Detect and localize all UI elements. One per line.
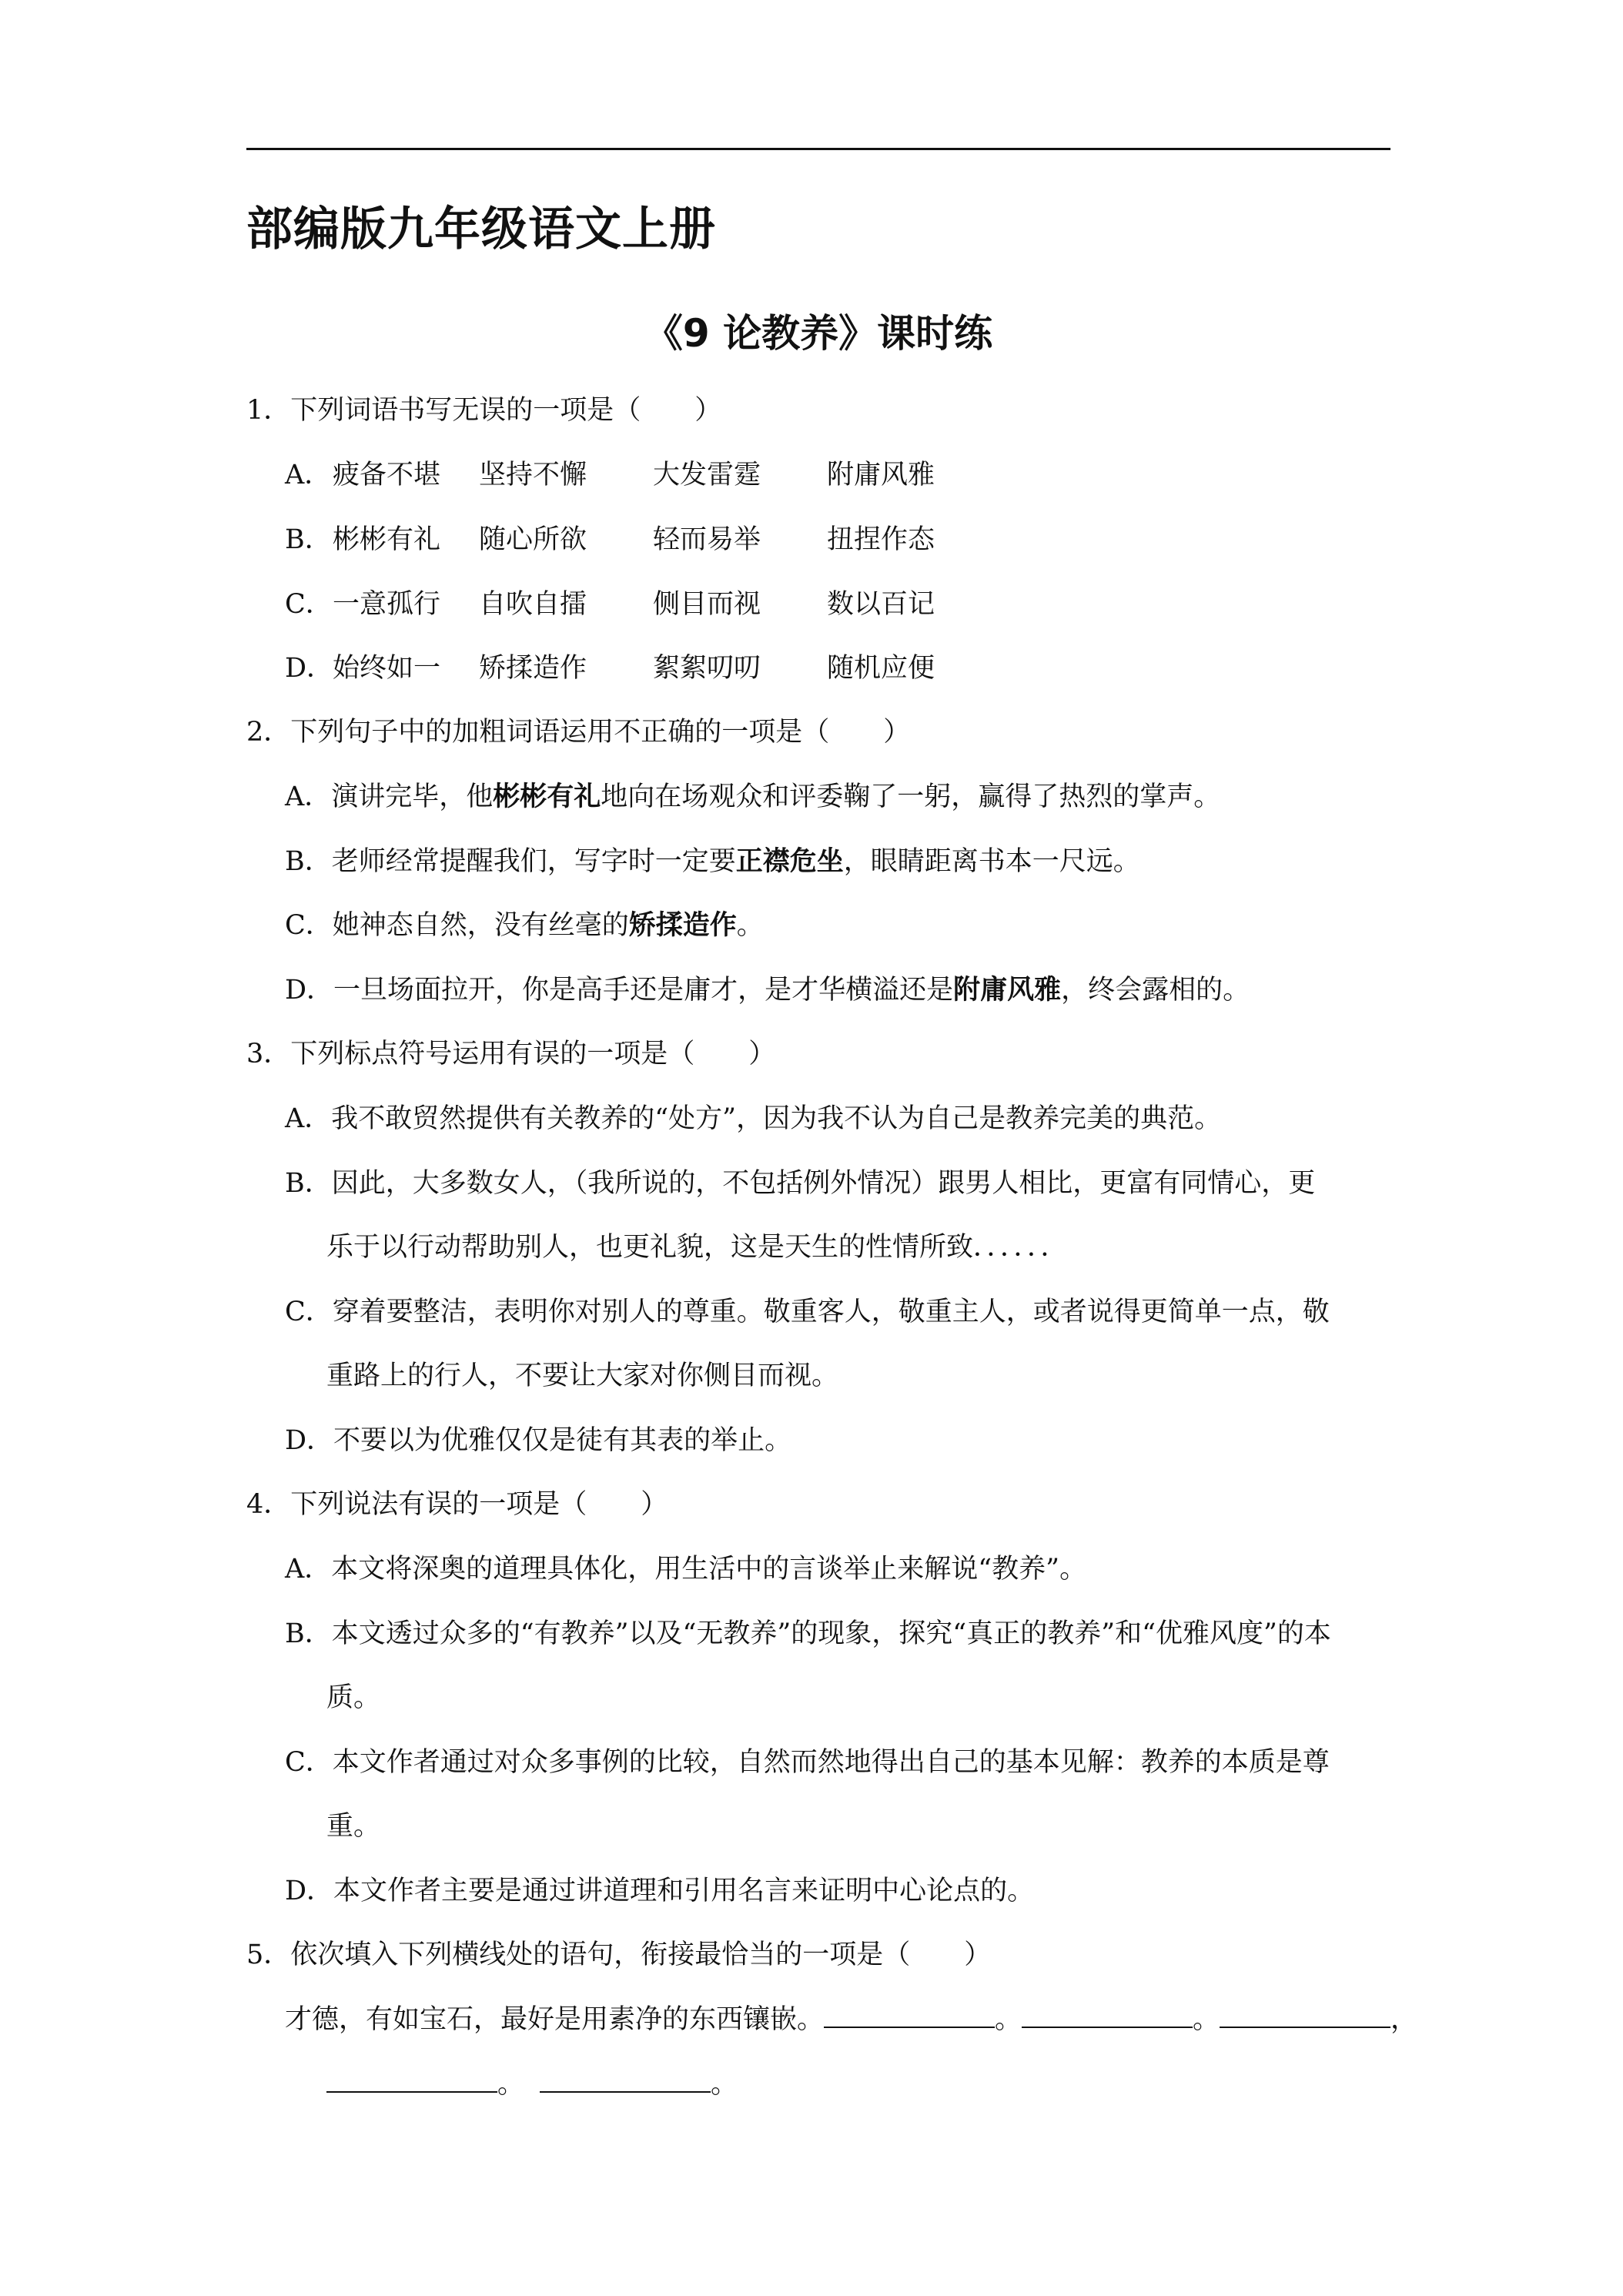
option-word: 坚持不懈 [479, 460, 587, 490]
bold-phrase: 附庸风雅 [953, 974, 1062, 1006]
option-label: D． [285, 653, 334, 684]
option-label: C． [285, 589, 333, 620]
passage-text: 才德，有如宝石，最好是用素净的东西镶嵌。 [285, 2004, 825, 2035]
question-5-stem: 5．依次填入下列横线处的语句，衔接最恰当的一项是（ ） [246, 1940, 992, 1970]
option-text: 。 [736, 910, 764, 941]
fill-blank[interactable] [540, 2068, 711, 2093]
question-4-stem: 4．下列说法有误的一项是（ ） [246, 1489, 668, 1520]
option-text: A．演讲完毕，他 [285, 782, 494, 812]
question-4-option-c-cont: 重。 [326, 1811, 381, 1842]
question-2-option-b [285, 842, 1140, 881]
question-4-option-b: B．本文透过众多的“有教养”以及“无教养”的现象，探究“真正的教养”和“优雅风度”的本 [285, 1618, 1331, 1649]
question-1-option-d [285, 649, 996, 688]
option-word: 始终如一 [333, 653, 441, 684]
question-4-option-a: A．本文将深奥的道理具体化，用生活中的言谈举止来解说“教养”。 [285, 1554, 1087, 1585]
fill-blank[interactable] [326, 2068, 497, 2093]
option-word: 轻而易举 [653, 524, 761, 555]
option-word: 扭捏作态 [827, 524, 935, 555]
lesson-subtitle: 《9 论教养》课时练 [644, 311, 993, 356]
fill-blank[interactable] [824, 2003, 995, 2028]
option-word: 侧目而视 [653, 589, 761, 620]
bold-phrase: 矫揉造作 [628, 909, 737, 941]
bold-phrase: 彬彬有礼 [493, 781, 601, 812]
question-5-passage [285, 2000, 1417, 2039]
option-label: B． [285, 524, 332, 555]
option-word: 疲备不堪 [333, 460, 441, 490]
option-word: 一意孤行 [333, 589, 441, 620]
question-4-option-d: D．本文作者主要是通过讲道理和引用名言来证明中心论点的。 [285, 1876, 1035, 1906]
fill-blank[interactable] [1220, 2003, 1390, 2028]
option-word: 数以百记 [827, 589, 935, 620]
question-3-option-b-cont: 乐于以行动帮助别人，也更礼貌，这是天生的性情所致．．．．．． [326, 1232, 1068, 1263]
option-word: 随机应便 [827, 653, 935, 684]
option-text: ，终会露相的。 [1061, 975, 1250, 1006]
passage-punct: 。 [711, 2069, 738, 2100]
question-3-option-a: A．我不敢贸然提供有关教养的“处方”，因为我不认为自己是教养完美的典范。 [285, 1103, 1222, 1134]
question-3-stem: 3．下列标点符号运用有误的一项是（ ） [246, 1039, 776, 1069]
question-3-option-c: C．穿着要整洁，表明你对别人的尊重。敬重客人，敬重主人，或者说得更简单一点，敬 [285, 1297, 1330, 1327]
bold-phrase: 正襟危坐 [735, 845, 844, 877]
option-word: 矫揉造作 [479, 653, 587, 684]
fill-blank[interactable] [1022, 2003, 1193, 2028]
option-word: 自吹自擂 [479, 589, 587, 620]
passage-punct: 。 [1193, 2004, 1220, 2035]
page-title: 部编版九年级语文上册 [246, 202, 716, 256]
option-word: 大发雷霆 [653, 460, 761, 490]
option-word: 彬彬有礼 [333, 524, 441, 555]
passage-punct: ， [1390, 2004, 1418, 2035]
passage-punct: 。 [497, 2069, 525, 2100]
question-1-option-b [285, 520, 996, 559]
header-rule [246, 148, 1390, 150]
option-word: 附庸风雅 [827, 460, 935, 490]
option-word: 随心所欲 [479, 524, 587, 555]
question-4-option-b-cont: 质。 [326, 1682, 381, 1713]
option-label: A． [285, 460, 332, 490]
question-3-option-b: B．因此，大多数女人，（我所说的，不包括例外情况）跟男人相比，更富有同情心，更 [285, 1168, 1316, 1199]
question-5-passage-cont [326, 2065, 738, 2104]
option-text: C．她神态自然，没有丝毫的 [285, 910, 629, 941]
question-3-option-c-cont: 重路上的行人，不要让大家对你侧目而视。 [326, 1361, 839, 1391]
option-text: B．老师经常提醒我们，写字时一定要 [285, 846, 736, 877]
question-4-option-c: C．本文作者通过对众多事例的比较，自然而然地得出自己的基本见解：教养的本质是尊 [285, 1747, 1330, 1778]
passage-punct: 。 [995, 2004, 1022, 2035]
question-2-option-a [285, 778, 1220, 816]
question-2-option-c [285, 906, 764, 945]
question-3-option-d: D．不要以为优雅仅仅是徒有其表的举止。 [285, 1425, 792, 1456]
question-2-option-d [285, 971, 1250, 1009]
question-1-stem: 1．下列词语书写无误的一项是（ ） [246, 395, 722, 426]
option-text: 地向在场观众和评委鞠了一躬，赢得了热烈的掌声。 [601, 782, 1221, 812]
option-text: ，眼睛距离书本一尺远。 [843, 846, 1140, 877]
question-2-stem: 2．下列句子中的加粗词语运用不正确的一项是（ ） [246, 717, 911, 748]
option-text: D．一旦场面拉开，你是高手还是庸才，是才华横溢还是 [285, 975, 954, 1006]
question-1-option-c [285, 585, 996, 624]
question-1-option-a [285, 456, 996, 494]
option-word: 絮絮叨叨 [653, 653, 761, 684]
